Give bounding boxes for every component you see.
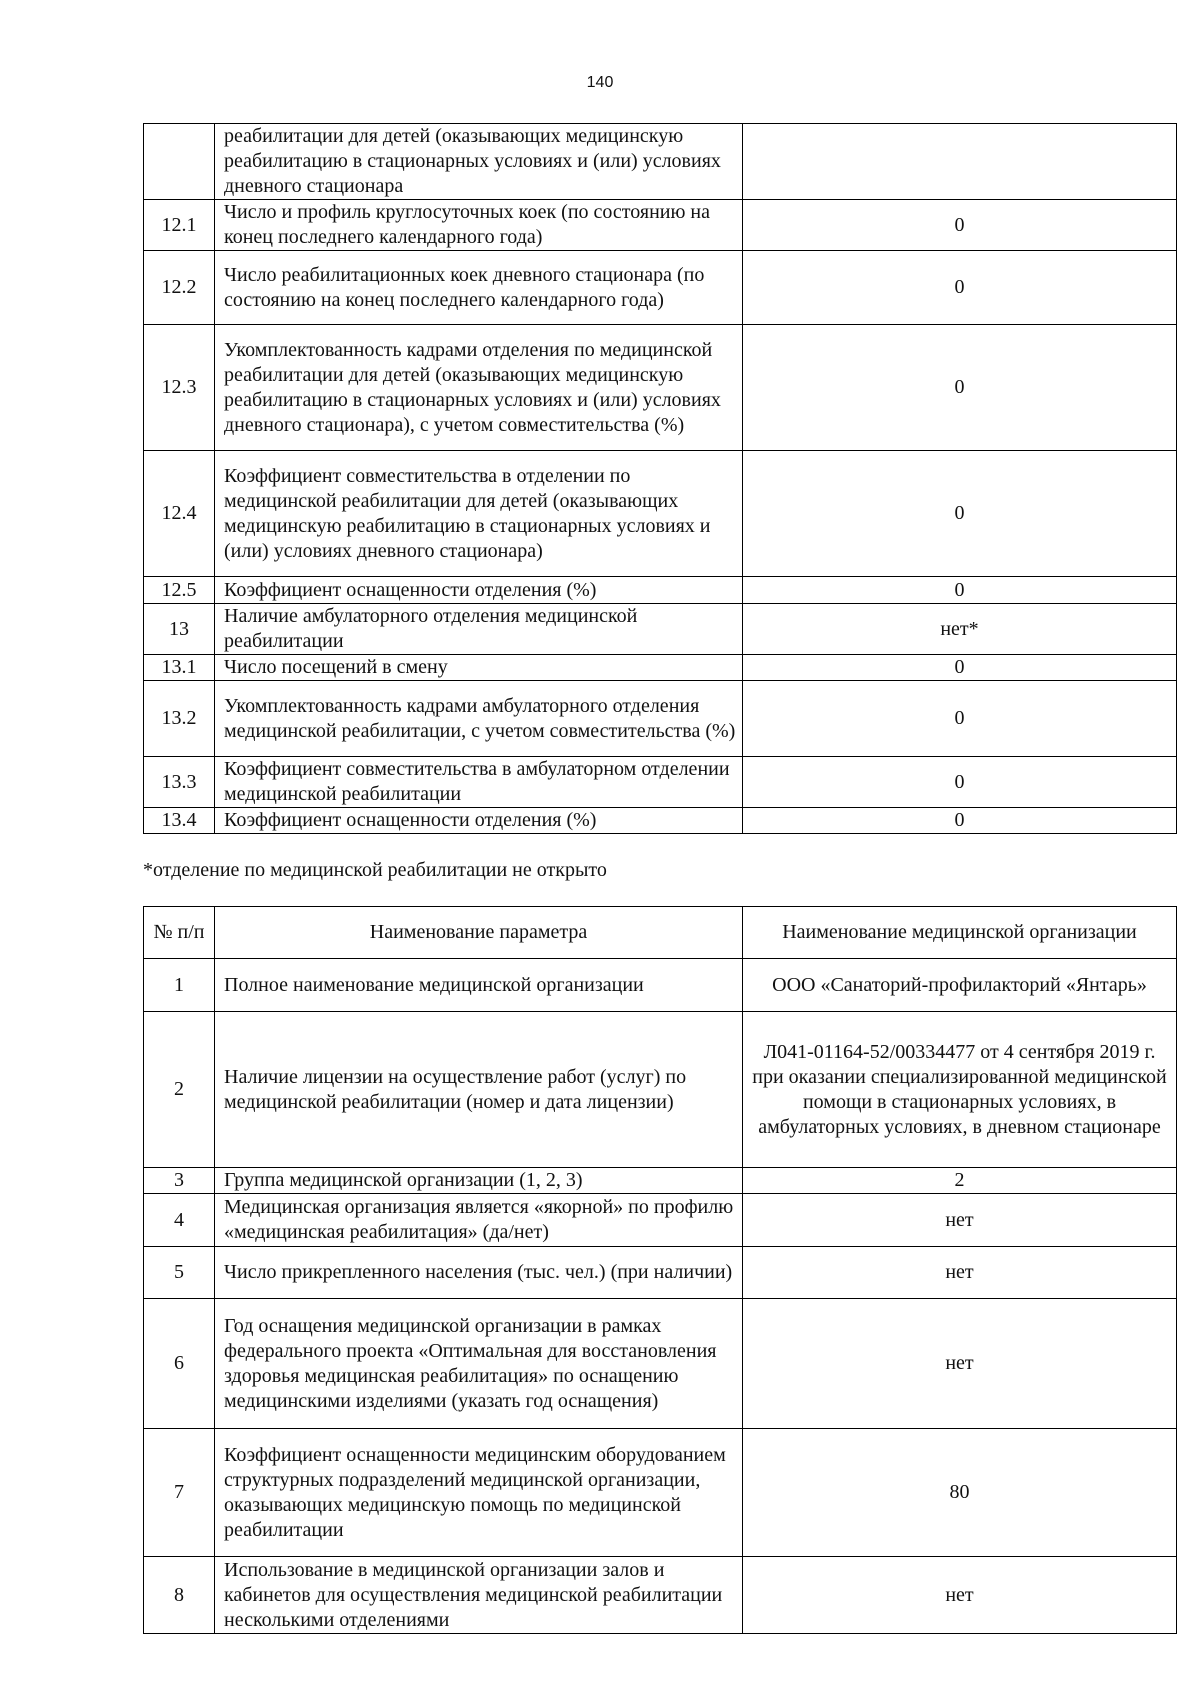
table-rehab-parameters-continued xyxy=(143,123,1177,834)
parameter-value: 0 xyxy=(743,577,1177,604)
parameter-value: нет xyxy=(743,1194,1177,1247)
parameter-name: Коэффициент оснащенности медицинским оборудованием структурных подразделений медицинской организации, оказывающих медицинскую помощь по медицинской реабилитации xyxy=(215,1429,743,1557)
row-number: 7 xyxy=(144,1429,215,1557)
parameter-value: 0 xyxy=(743,808,1177,834)
table-header-row xyxy=(144,907,1177,959)
table-row xyxy=(144,681,1177,757)
parameter-name: Группа медицинской организации (1, 2, 3) xyxy=(215,1168,743,1194)
parameter-value: нет xyxy=(743,1247,1177,1299)
row-number xyxy=(144,124,215,200)
row-number: 13.1 xyxy=(144,655,215,681)
parameter-name: Число и профиль круглосуточных коек (по состоянию на конец последнего календарного года) xyxy=(215,200,743,251)
parameter-value xyxy=(743,124,1177,200)
parameter-name: Число прикрепленного населения (тыс. чел.) (при наличии) xyxy=(215,1247,743,1299)
parameter-value: нет xyxy=(743,1299,1177,1429)
table-row xyxy=(144,655,1177,681)
parameter-value: 0 xyxy=(743,200,1177,251)
parameter-name: Год оснащения медицинской организации в рамках федерального проекта «Оптимальная для восстановления здоровья медицинская реабилитация» по оснащению медицинскими изделиями (указать год оснащения) xyxy=(215,1299,743,1429)
row-number: 13.4 xyxy=(144,808,215,834)
table-organization-parameters xyxy=(143,906,1177,1634)
header-parameter-name: Наименование параметра xyxy=(215,907,743,959)
parameter-name: Укомплектованность кадрами отделения по медицинской реабилитации для детей (оказывающих медицинскую реабилитацию в стационарных условиях и (или) условиях дневного стационара), с учетом совместительства (%) xyxy=(215,325,743,451)
parameter-name: Укомплектованность кадрами амбулаторного отделения медицинской реабилитации, с учетом совместительства (%) xyxy=(215,681,743,757)
parameter-value: 80 xyxy=(743,1429,1177,1557)
row-number: 1 xyxy=(144,959,215,1012)
table-row xyxy=(144,451,1177,577)
table-row xyxy=(144,1429,1177,1557)
parameter-name: Коэффициент оснащенности отделения (%) xyxy=(215,577,743,604)
table-row xyxy=(144,251,1177,325)
parameter-value: нет xyxy=(743,1557,1177,1634)
parameter-value: ООО «Санаторий-профилакторий «Янтарь» xyxy=(743,959,1177,1012)
parameter-name: Коэффициент совместительства в отделении по медицинской реабилитации для детей (оказывающих медицинскую реабилитацию в стационарных условиях и (или) условиях дневного стационара) xyxy=(215,451,743,577)
row-number: 12.2 xyxy=(144,251,215,325)
row-number: 12.3 xyxy=(144,325,215,451)
parameter-name: Полное наименование медицинской организации xyxy=(215,959,743,1012)
parameter-value: 0 xyxy=(743,325,1177,451)
parameter-value: 0 xyxy=(743,655,1177,681)
parameter-name: Наличие лицензии на осуществление работ (услуг) по медицинской реабилитации (номер и дата лицензии) xyxy=(215,1012,743,1168)
parameter-name: Использование в медицинской организации залов и кабинетов для осуществления медицинской реабилитации несколькими отделениями xyxy=(215,1557,743,1634)
parameter-value: Л041-01164-52/00334477 от 4 сентября 2019 г. при оказании специализированной медицинской помощи в стационарных условиях, в амбулаторных условиях, в дневном стационаре xyxy=(743,1012,1177,1168)
row-number: 3 xyxy=(144,1168,215,1194)
table-row xyxy=(144,325,1177,451)
table-row xyxy=(144,1168,1177,1194)
table-row xyxy=(144,1557,1177,1634)
row-number: 13.2 xyxy=(144,681,215,757)
parameter-value: 0 xyxy=(743,757,1177,808)
header-organization-name: Наименование медицинской организации xyxy=(743,907,1177,959)
page-number: 140 xyxy=(586,74,614,91)
row-number: 5 xyxy=(144,1247,215,1299)
parameter-name: Наличие амбулаторного отделения медицинской реабилитации xyxy=(215,604,743,655)
row-number: 13 xyxy=(144,604,215,655)
header-number: № п/п xyxy=(144,907,215,959)
table-row xyxy=(144,1299,1177,1429)
row-number: 2 xyxy=(144,1012,215,1168)
table-row xyxy=(144,959,1177,1012)
table-row xyxy=(144,808,1177,834)
row-number: 12.5 xyxy=(144,577,215,604)
footnote: *отделение по медицинской реабилитации не открыто xyxy=(143,859,607,881)
parameter-value: 0 xyxy=(743,451,1177,577)
table-row xyxy=(144,124,1177,200)
parameter-value: нет* xyxy=(743,604,1177,655)
parameter-value: 0 xyxy=(743,681,1177,757)
row-number: 4 xyxy=(144,1194,215,1247)
parameter-name: реабилитации для детей (оказывающих медицинскую реабилитацию в стационарных условиях и (или) условиях дневного стационара xyxy=(215,124,743,200)
parameter-name: Число посещений в смену xyxy=(215,655,743,681)
parameter-name: Коэффициент оснащенности отделения (%) xyxy=(215,808,743,834)
table-row xyxy=(144,1247,1177,1299)
row-number: 8 xyxy=(144,1557,215,1634)
table-row xyxy=(144,757,1177,808)
row-number: 13.3 xyxy=(144,757,215,808)
table-row xyxy=(144,577,1177,604)
table-row xyxy=(144,200,1177,251)
parameter-name: Коэффициент совместительства в амбулаторном отделении медицинской реабилитации xyxy=(215,757,743,808)
parameter-value: 0 xyxy=(743,251,1177,325)
row-number: 12.4 xyxy=(144,451,215,577)
row-number: 6 xyxy=(144,1299,215,1429)
parameter-name: Медицинская организация является «якорной» по профилю «медицинская реабилитация» (да/нет) xyxy=(215,1194,743,1247)
parameter-name: Число реабилитационных коек дневного стационара (по состоянию на конец последнего календарного года) xyxy=(215,251,743,325)
table-row xyxy=(144,604,1177,655)
parameter-value: 2 xyxy=(743,1168,1177,1194)
table-row xyxy=(144,1012,1177,1168)
row-number: 12.1 xyxy=(144,200,215,251)
table-row xyxy=(144,1194,1177,1247)
